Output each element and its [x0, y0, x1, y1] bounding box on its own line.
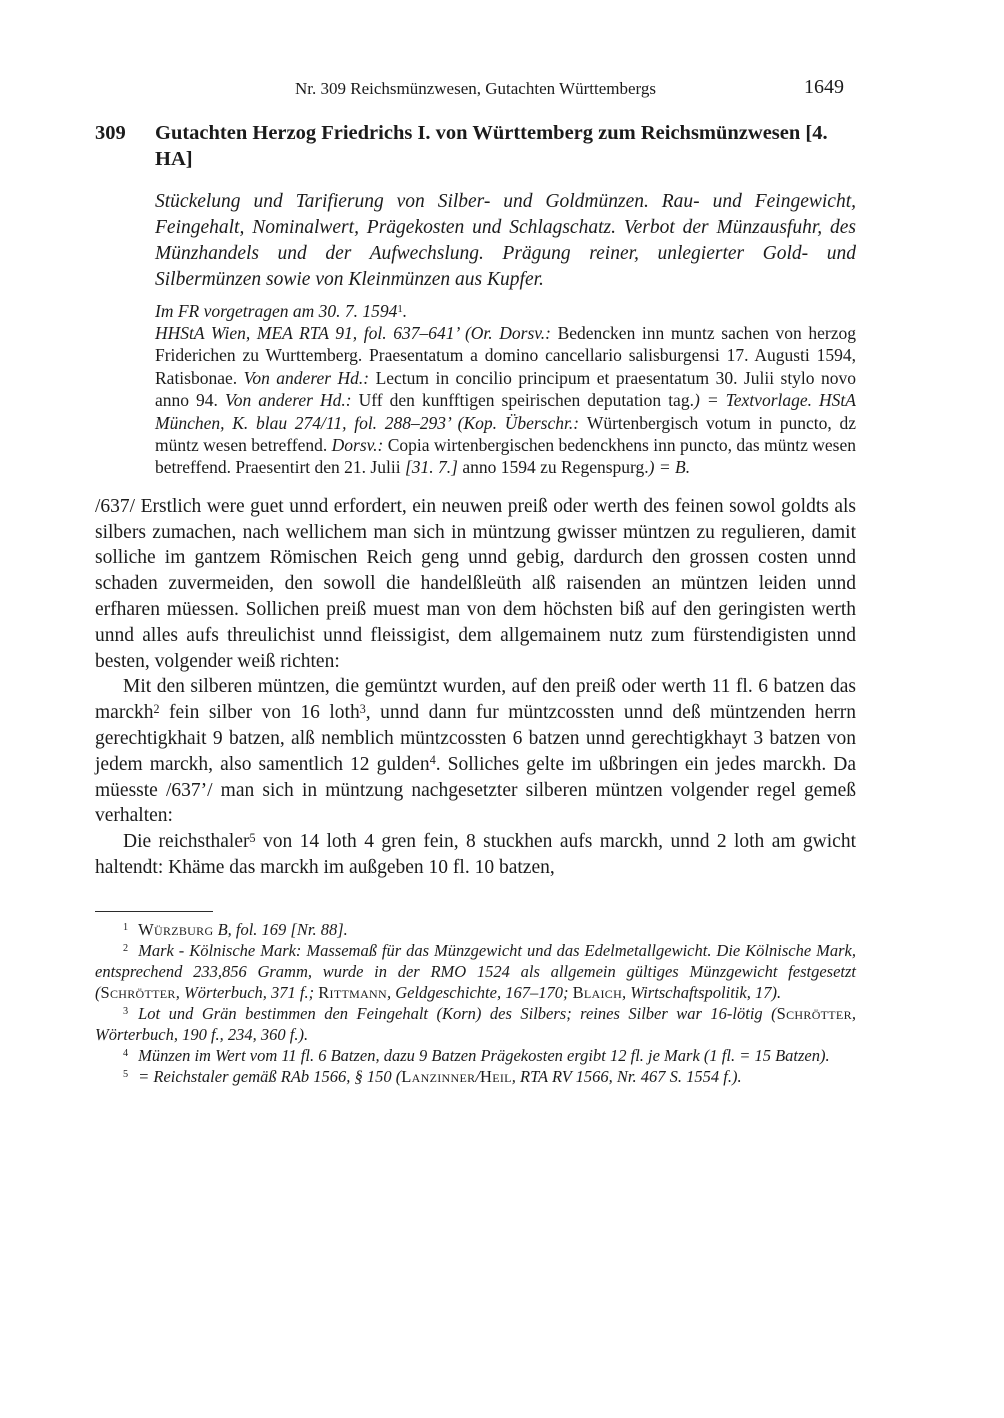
footnote-number: 5 [123, 1069, 129, 1081]
body-paragraph: Die reichsthaler$^5$ von 14 loth 4 gren fein, 8 stuckhen aufs marckh, unnd 2 loth am gwicht haltendt: Khäme das marckh im außgeben 10 fl. 10 batzen, [95, 830, 856, 878]
document-body [95, 494, 856, 881]
footnote-number: 2 [123, 943, 129, 955]
footnote-text: Münzen im Wert vom 11 fl. 6 Batzen, dazu 9 Batzen Prägekosten ergibt 12 fl. je Mark (1 fl. = 15 Batzen). [138, 1045, 830, 1065]
document-number: 309 [95, 122, 126, 144]
footnote-number: 4 [123, 1048, 129, 1060]
body-paragraph: /637/ Erstlich were guet unnd erfordert, ein neuwen preiß oder werth des feinen sowol goldts als silbers zumachen, nach wellichem man sich in müntzung gwisser müntzen zu regulieren, damit solliche im gantzem Römischen Reich geng unnd gebig, dardurch den grossen costen unnd schaden zuvermeiden, den sowoll die handelßleüth alß raisenden an müntzen leiden unnd erfharen müessen. Sollichen preiß muest man von dem höchsten biß auf den geringisten werth unnd alles aufs threulichist unnd fleissigist, dem allgemainem nutz zum fürstendigisten unnd besten, volgender weiß richten: [95, 495, 856, 672]
footnote [95, 919, 856, 940]
summary-paragraph: Stückelung und Tarifierung von Silber- und Goldmünzen. Rau- und Feingewicht, Feingehalt, Nominalwert, Prägekosten und Schlagschatz. Verbot der Münzausfuhr, des Münzhandels und der Aufwechslung. Prägung reiner, unlegierter Gold- und Silbermünzen sowie von Kleinmünzen aus Kupfer. [155, 191, 856, 290]
footnotes-section [95, 919, 856, 1087]
document-heading [95, 120, 856, 172]
provenance-note: HHStA Wien, MEA RTA 91, fol. 637–641’ (Or. Dorsv.: Bedencken inn muntz sachen von herzog Friderichen zu Wurttemberg. Praesentatum a domino cancellario salisburgensi 17. Augusti 1594, Ratisbonae. Von anderer Hd.: Lectum in concilio principum et praesentatum 30. Julii stylo novo anno 94. Von anderer Hd.: Uff den kunfftigen speirischen deputation tag.) = Textvorlage. HStA München, K. blau 274/11, fol. 288–293’ (Kop. Überschr.: Würtenbergisch votum in puncto, dz müntz wesen betreffend. Dorsv.: Copia wirtenbergischen bedenckhens inn puncto, das müntz wesen betreffend. Praesentirt den 21. Julii [31. 7.] anno 1594 zu Regenspurg.) = B. [155, 323, 857, 478]
footnote [95, 1066, 856, 1087]
footnote-text: Mark - Kölnische Mark: Massemaß für das Münzgewicht und das Edelmetallgewicht. Die Kölnische Mark, entsprechend 233,856 Gramm, wurde in der RMO 1524 als allgemein gültiges Münzgewicht festgesetzt (Schrötter, Wörterbuch, 371 f.; Rittmann, Geldgeschichte, 167–170; Blaich, Wirtschaftspolitik, 17). [95, 940, 856, 1002]
footnote-text: Lot und Grän bestimmen den Feingehalt (Korn) des Silbers; reines Silber war 16-lötig (Schrötter, Wörterbuch, 190 f., 234, 360 f.). [95, 1003, 856, 1044]
footnote-number: 1 [123, 922, 129, 934]
footnote-text: Würzburg B, fol. 169 [Nr. 88]. [138, 919, 348, 939]
footnote-separator [95, 911, 213, 912]
footnote [95, 1003, 856, 1045]
body-paragraph: Mit den silberen müntzen, die gemüntzt wurden, auf den preiß oder werth 11 fl. 6 batzen das marckh$^2$ fein silber von 16 loth$^3$, unnd dann fur müntzcossten unnd deß müntzenden herrn gerechtigkhait 9 batzen, alß nemblich müntzcossten 6 batzen unnd gerechtigkhayt 3 batzen von jedem marckh, also samentlich 12 gulden$^4$. Solliches gelte im ußbringen ein jedes marckh. Da müesste /637’/ man sich in müntzung nachgesetzter silberen müntzen volgender regel gemeß verhalten: [95, 676, 856, 827]
footnote-number: 3 [123, 1006, 129, 1018]
footnote-text: = Reichstaler gemäß RAb 1566, § 150 (Lanzinner/Heil, RTA RV 1566, Nr. 467 S. 1554 f.). [138, 1066, 742, 1086]
presentation-note: Im FR vorgetragen am 30. 7. 1594$^1$. [155, 301, 408, 321]
footnote [95, 940, 856, 1003]
page-number: 1649 [804, 76, 844, 98]
running-header [95, 78, 856, 102]
footnote [95, 1045, 856, 1066]
running-header-title: Nr. 309 Reichsmünzwesen, Gutachten Württembergs [294, 79, 656, 98]
document-title: Gutachten Herzog Friedrichs I. von Württemberg zum Reichsmünzwesen [4. HA] [155, 122, 828, 170]
